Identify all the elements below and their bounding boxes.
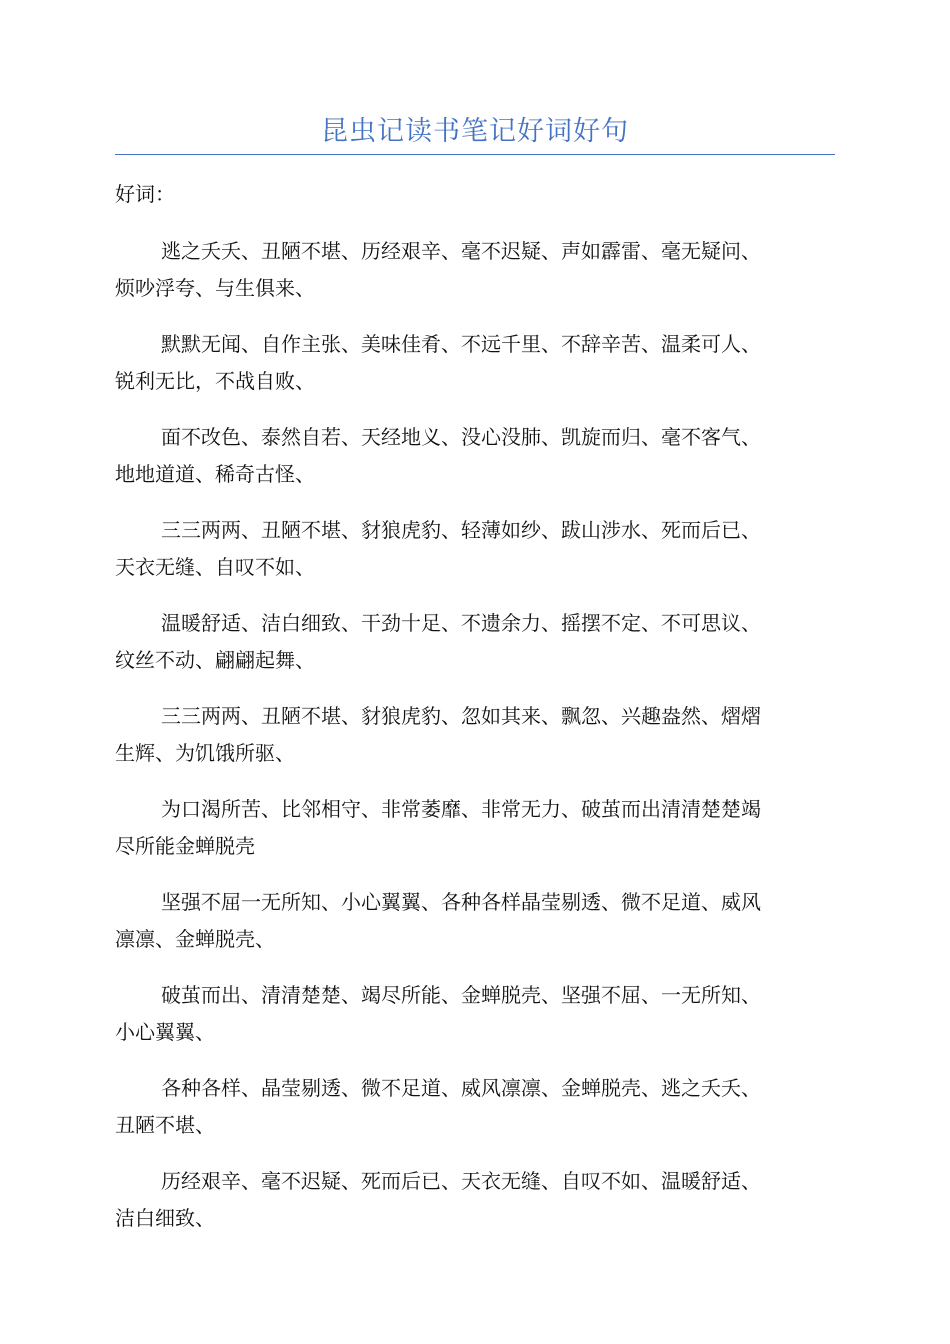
paragraph-line: 生辉、为饥饿所驱、 (115, 741, 295, 765)
paragraph-line: 破茧而出、清清楚楚、竭尽所能、金蝉脱壳、坚强不屈、一无所知、 (161, 983, 761, 1007)
word-paragraph-5 (115, 605, 835, 679)
paragraph-line: 锐利无比，不战自败、 (115, 369, 315, 393)
paragraph-line: 为口渴所苦、比邻相守、非常萎靡、非常无力、破茧而出清清楚楚竭 (161, 797, 761, 821)
paragraph-line: 纹丝不动、翩翩起舞、 (115, 648, 315, 672)
paragraph-line: 地地道道、稀奇古怪、 (115, 462, 315, 486)
word-paragraph-10 (115, 1070, 835, 1144)
paragraph-line: 丑陋不堪、 (115, 1113, 215, 1137)
paragraph-line: 各种各样、晶莹剔透、微不足道、威风凛凛、金蝉脱壳、逃之夭夭、 (161, 1076, 761, 1100)
paragraph-line: 烦吵浮夸、与生俱来、 (115, 276, 315, 300)
word-paragraph-8 (115, 884, 835, 958)
paragraph-line: 洁白细致、 (115, 1206, 215, 1230)
word-paragraph-11 (115, 1163, 835, 1237)
document-body (115, 176, 835, 1256)
word-paragraph-9 (115, 977, 835, 1051)
paragraph-line: 默默无闻、自作主张、美味佳肴、不远千里、不辞辛苦、温柔可人、 (161, 332, 761, 356)
word-paragraph-2 (115, 326, 835, 400)
paragraph-line: 逃之夭夭、丑陋不堪、历经艰辛、毫不迟疑、声如霹雷、毫无疑问、 (161, 239, 761, 263)
page-title: 昆虫记读书笔记好词好句 (321, 116, 629, 147)
paragraph-line: 小心翼翼、 (115, 1020, 215, 1044)
paragraph-line: 天衣无缝、自叹不如、 (115, 555, 315, 579)
word-paragraph-3 (115, 419, 835, 493)
section-heading: 好词： (115, 182, 175, 206)
paragraph-line: 面不改色、泰然自若、天经地义、没心没肺、凯旋而归、毫不客气、 (161, 425, 761, 449)
paragraph-line: 历经艰辛、毫不迟疑、死而后已、天衣无缝、自叹不如、温暖舒适、 (161, 1169, 761, 1193)
word-paragraph-7 (115, 791, 835, 865)
paragraph-line: 坚强不屈一无所知、小心翼翼、各种各样晶莹剔透、微不足道、威风 (161, 890, 761, 914)
word-paragraph-6 (115, 698, 835, 772)
paragraph-line: 三三两两、丑陋不堪、豺狼虎豹、轻薄如纱、跋山涉水、死而后已、 (161, 518, 761, 542)
word-paragraph-1 (115, 233, 835, 307)
paragraph-line: 凛凛、金蝉脱壳、 (115, 927, 275, 951)
paragraph-line: 温暖舒适、洁白细致、干劲十足、不遗余力、摇摆不定、不可思议、 (161, 611, 761, 635)
paragraph-line: 尽所能金蝉脱壳 (115, 834, 255, 858)
word-paragraph-4 (115, 512, 835, 586)
title-underline (115, 154, 835, 155)
paragraph-line: 三三两两、丑陋不堪、豺狼虎豹、忽如其来、飘忽、兴趣盎然、熠熠 (161, 704, 761, 728)
